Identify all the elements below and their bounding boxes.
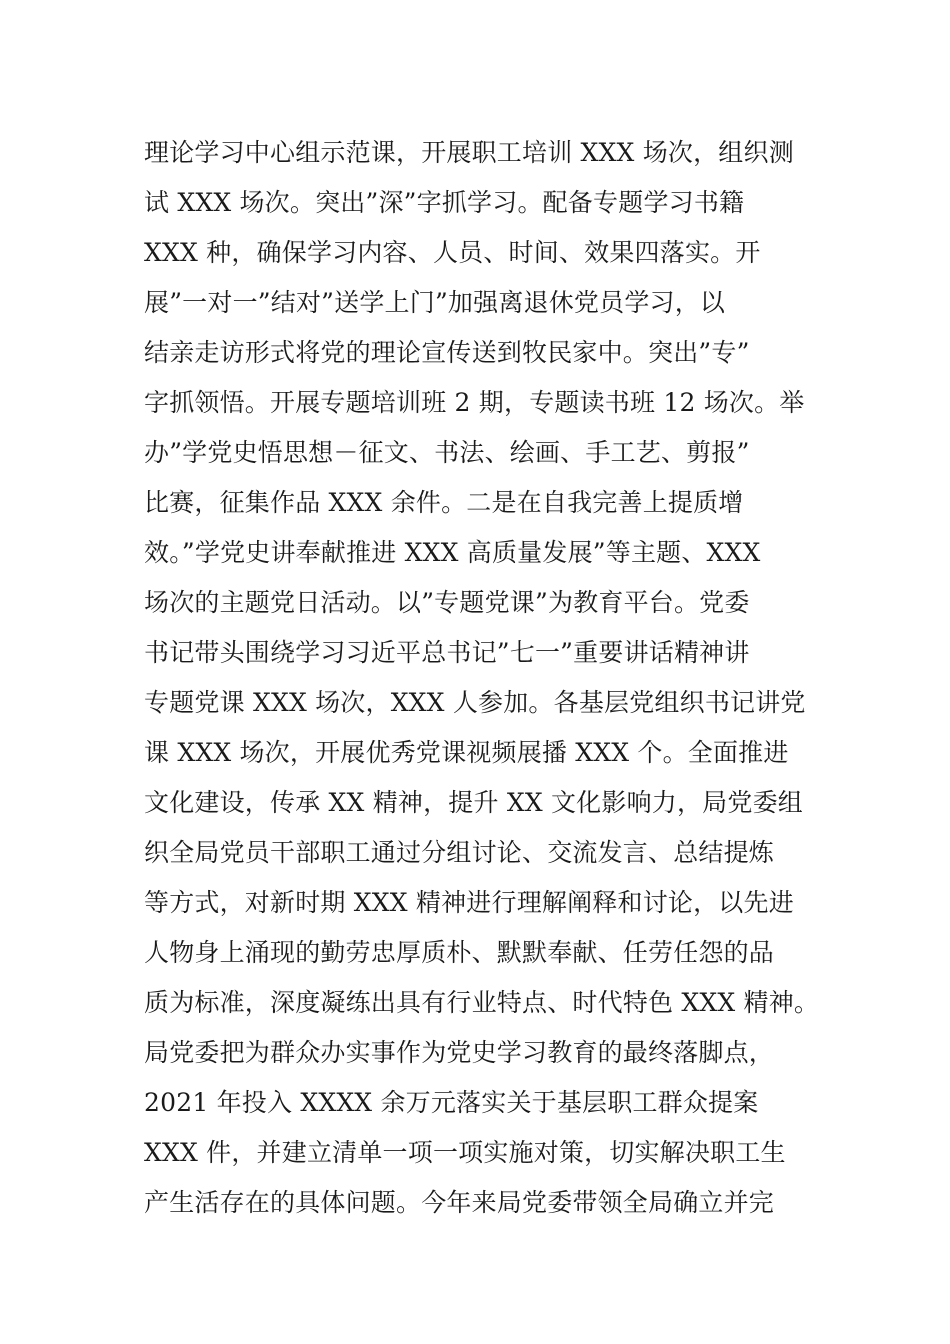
body-text	[144, 128, 824, 1228]
text-line: 文化建设，传承 XX 精神，提升 XX 文化影响力，局党委组	[144, 788, 803, 817]
text-line: 效。”学党史讲奉献推进 XXX 高质量发展”等主题、XXX	[144, 538, 761, 567]
text-line: 等方式，对新时期 XXX 精神进行理解阐释和讨论，以先进	[144, 888, 794, 917]
text-line: 字抓领悟。开展专题培训班 2 期，专题读书班 12 场次。举	[144, 388, 805, 417]
text-line: 结亲走访形式将党的理论宣传送到牧民家中。突出”专”	[144, 338, 750, 367]
text-line: 场次的主题党日活动。以”专题党课”为教育平台。党委	[144, 588, 750, 617]
text-line: 课 XXX 场次，开展优秀党课视频展播 XXX 个。全面推进	[144, 738, 789, 767]
text-line: 质为标准，深度凝练出具有行业特点、时代特色 XXX 精神。	[144, 988, 820, 1017]
text-line: 理论学习中心组示范课，开展职工培训 XXX 场次，组织测	[144, 138, 794, 167]
text-line: 比赛，征集作品 XXX 余件。二是在自我完善上提质增	[144, 488, 744, 517]
text-line: 2021 年投入 XXXX 余万元落实关于基层职工群众提案	[144, 1088, 759, 1117]
text-line: 试 XXX 场次。突出”深”字抓学习。配备专题学习书籍	[144, 188, 745, 217]
text-line: 办”学党史悟思想－征文、书法、绘画、手工艺、剪报”	[144, 438, 750, 467]
text-line: 产生活存在的具体问题。今年来局党委带领全局确立并完	[144, 1188, 775, 1217]
text-line: 展”一对一”结对”送学上门”加强离退休党员学习，以	[144, 288, 726, 317]
text-line: 人物身上涌现的勤劳忠厚质朴、默默奉献、任劳任怨的品	[144, 938, 775, 967]
text-line: 书记带头围绕学习习近平总书记”七一”重要讲话精神讲	[144, 638, 750, 667]
text-line: 织全局党员干部职工通过分组讨论、交流发言、总结提炼	[144, 838, 775, 867]
text-line: 局党委把为群众办实事作为党史学习教育的最终落脚点，	[144, 1038, 775, 1067]
text-line: 专题党课 XXX 场次，XXX 人参加。各基层党组织书记讲党	[144, 688, 806, 717]
text-line: XXX 种，确保学习内容、人员、时间、效果四落实。开	[144, 238, 761, 267]
text-line: XXX 件，并建立清单一项一项实施对策，切实解决职工生	[144, 1138, 786, 1167]
